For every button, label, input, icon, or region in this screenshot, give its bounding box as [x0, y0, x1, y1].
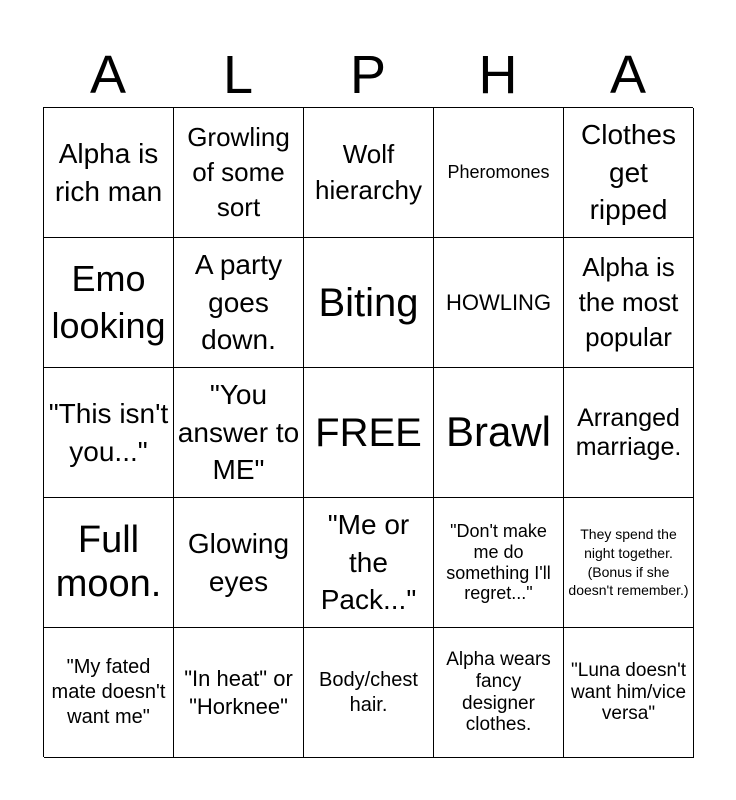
bingo-cell[interactable]: FREE — [304, 368, 434, 498]
header-letter: A — [609, 45, 647, 105]
bingo-cell[interactable]: "My fated mate doesn't want me" — [44, 628, 174, 758]
bingo-header — [43, 44, 693, 106]
bingo-cell[interactable]: They spend the night together. (Bonus if she doesn't remember.) — [564, 498, 694, 628]
bingo-cell[interactable]: Growling of some sort — [174, 108, 304, 238]
bingo-cell[interactable]: Clothes get ripped — [564, 108, 694, 238]
header-letter: A — [89, 45, 127, 105]
bingo-cell[interactable]: "Don't make me do something I'll regret..." — [434, 498, 564, 628]
bingo-cell[interactable]: Wolf hierarchy — [304, 108, 434, 238]
bingo-cell[interactable]: Alpha is the most popular — [564, 238, 694, 368]
bingo-cell[interactable]: "You answer to ME" — [174, 368, 304, 498]
bingo-cell[interactable]: Full moon. — [44, 498, 174, 628]
bingo-cell[interactable]: "This isn't you..." — [44, 368, 174, 498]
bingo-cell[interactable]: "Luna doesn't want him/vice versa" — [564, 628, 694, 758]
header-letter: P — [349, 45, 387, 105]
bingo-cell[interactable]: Arranged marriage. — [564, 368, 694, 498]
bingo-cell[interactable]: Alpha is rich man — [44, 108, 174, 238]
bingo-cell[interactable]: "Me or the Pack..." — [304, 498, 434, 628]
bingo-cell[interactable]: Biting — [304, 238, 434, 368]
bingo-cell[interactable]: Pheromones — [434, 108, 564, 238]
bingo-cell[interactable]: A party goes down. — [174, 238, 304, 368]
bingo-cell[interactable]: Body/chest hair. — [304, 628, 434, 758]
bingo-cell[interactable]: Emo looking — [44, 238, 174, 368]
bingo-cell[interactable]: "In heat" or "Horknee" — [174, 628, 304, 758]
header-letter: H — [478, 45, 518, 105]
bingo-cell[interactable]: Glowing eyes — [174, 498, 304, 628]
bingo-cell[interactable]: HOWLING — [434, 238, 564, 368]
bingo-grid — [43, 107, 693, 757]
header-letter: L — [222, 45, 254, 105]
bingo-cell[interactable]: Brawl — [434, 368, 564, 498]
bingo-cell[interactable]: Alpha wears fancy designer clothes. — [434, 628, 564, 758]
